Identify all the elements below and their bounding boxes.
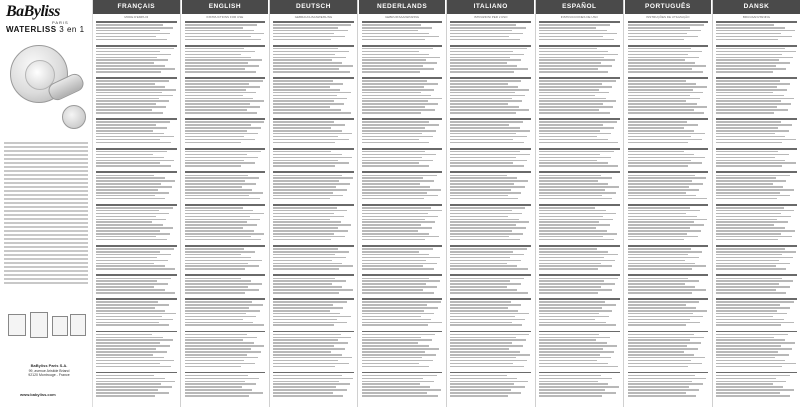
language-column xyxy=(93,0,180,407)
model-name-b: 3 en 1 xyxy=(56,25,85,34)
column-subtitle: INSTRUÇÕES DE UTILIZAÇÃO xyxy=(646,15,690,19)
usage-diagram xyxy=(6,310,86,340)
language-column xyxy=(625,0,712,407)
language-column xyxy=(536,0,623,407)
column-language-title: ITALIANO xyxy=(447,0,534,14)
column-divider xyxy=(446,0,447,407)
column-language-title: ESPAÑOL xyxy=(536,0,623,14)
column-text-block xyxy=(93,21,180,400)
column-text-block xyxy=(447,21,534,400)
column-divider xyxy=(180,0,181,407)
column-divider xyxy=(623,0,624,407)
language-column xyxy=(359,0,446,407)
column-subtitle: BRUGSANVISNING xyxy=(742,15,771,19)
address-title: BaByliss Paris S.A. xyxy=(30,363,68,368)
website-url: www.babyliss.com xyxy=(20,392,56,397)
column-subtitle: GEBRUIKSAANWIJZING xyxy=(385,15,420,19)
column-divider xyxy=(535,0,536,407)
column-subtitle: INSTRUCTIONS FOR USE xyxy=(206,15,244,19)
column-text-block xyxy=(359,21,446,400)
column-language-title: FRANÇAIS xyxy=(93,0,180,14)
column-language-title: PORTUGUÊS xyxy=(625,0,712,14)
language-column xyxy=(713,0,800,407)
cover-panel xyxy=(0,0,93,407)
cover-text-block xyxy=(4,140,88,286)
address-line: 92120 Montrouge - France xyxy=(28,373,70,377)
column-divider xyxy=(712,0,713,407)
language-column xyxy=(182,0,269,407)
address-line: 99, avenue Aristide Briand xyxy=(28,368,70,373)
company-address xyxy=(16,364,82,378)
language-column xyxy=(270,0,357,407)
model-name-a: WATERLISS xyxy=(6,25,57,34)
column-subtitle: ISTRUZIONI PER L'USO xyxy=(473,15,508,19)
column-text-block xyxy=(270,21,357,400)
column-divider xyxy=(357,0,358,407)
column-text-block xyxy=(182,21,269,400)
brand-subtitle: PARIS xyxy=(52,20,69,25)
column-subtitle: GEBRAUCHSANWEISUNG xyxy=(294,15,333,19)
column-subtitle: MODE D'EMPLOI xyxy=(124,15,149,19)
column-text-block xyxy=(713,21,800,400)
language-column xyxy=(447,0,534,407)
column-text-block xyxy=(625,21,712,400)
column-language-title: NEDERLANDS xyxy=(359,0,446,14)
column-language-title: ENGLISH xyxy=(182,0,269,14)
brand-logo: BaByliss xyxy=(6,3,60,20)
column-language-title: DANSK xyxy=(713,0,800,14)
column-language-title: DEUTSCH xyxy=(270,0,357,14)
accessory-image xyxy=(62,105,86,129)
column-text-block xyxy=(536,21,623,400)
model-name xyxy=(6,25,85,34)
column-divider xyxy=(269,0,270,407)
column-subtitle: INSTRUCCIONES DE USO xyxy=(560,15,598,19)
